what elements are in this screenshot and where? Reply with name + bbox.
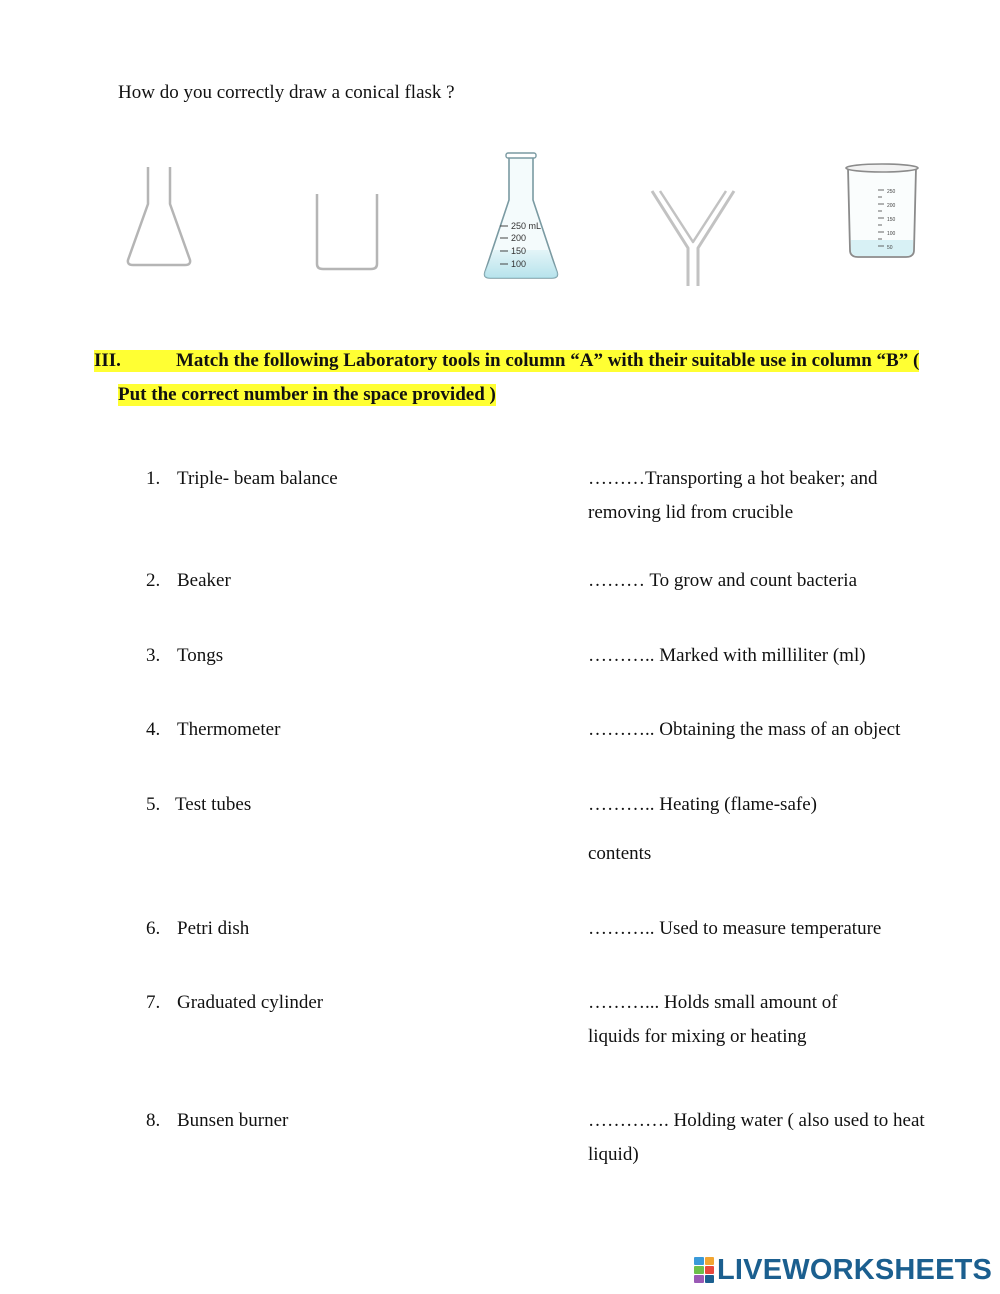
use-description[interactable]: …………. Holding water ( also used to heat <box>588 1110 925 1131</box>
item-number: 6. <box>146 918 161 939</box>
conical-flask-outline-icon[interactable] <box>122 164 196 269</box>
item-name: Petri dish <box>177 918 250 939</box>
use-description-cont: removing lid from crucible <box>588 502 794 523</box>
use-description-cont: liquid) <box>588 1144 639 1165</box>
item-number: 4. <box>146 719 161 740</box>
item-number: 7. <box>146 992 161 1013</box>
y-tube-icon[interactable] <box>648 188 738 290</box>
item-name: Beaker <box>177 570 231 591</box>
flask-mark-150: 150 <box>511 246 527 256</box>
beaker-mark-100: 100 <box>887 231 896 237</box>
use-description-cont: contents <box>588 843 652 864</box>
beaker-mark-50: 50 <box>887 245 893 251</box>
logo-text: LIVEWORKSHEETS <box>717 1253 993 1286</box>
use-description[interactable]: ……….. Marked with milliliter (ml) <box>588 645 866 666</box>
use-description[interactable]: ………Transporting a hot beaker; and <box>588 468 878 489</box>
beaker-mark-250: 250 <box>887 189 896 195</box>
item-name: Test tubes <box>175 794 252 815</box>
item-number: 1. <box>146 468 161 489</box>
item-number: 8. <box>146 1110 161 1131</box>
beaker-mark-150: 150 <box>887 217 896 223</box>
item-name: Thermometer <box>177 719 281 740</box>
image-options <box>0 140 1000 300</box>
question-text: How do you correctly draw a conical flask ? <box>118 82 455 103</box>
item-number: 5. <box>146 794 161 815</box>
use-description-cont: liquids for mixing or heating <box>588 1026 807 1047</box>
section-title-line2: Put the correct number in the space provided ) <box>118 384 496 405</box>
use-description[interactable]: ……… To grow and count bacteria <box>588 570 857 591</box>
section-heading <box>94 350 919 372</box>
use-description[interactable]: ………... Holds small amount of <box>588 992 838 1013</box>
item-number: 2. <box>146 570 161 591</box>
use-description[interactable]: ……….. Used to measure temperature <box>588 918 882 939</box>
flask-mark-250: 250 mL <box>511 221 542 231</box>
beaker-mark-200: 200 <box>887 203 896 209</box>
flask-mark-200: 200 <box>511 233 527 243</box>
item-name: Triple- beam balance <box>177 468 338 489</box>
flask-mark-100: 100 <box>511 259 527 269</box>
item-name: Bunsen burner <box>177 1110 289 1131</box>
use-description[interactable]: ……….. Obtaining the mass of an object <box>588 719 901 740</box>
use-description[interactable]: ……….. Heating (flame-safe) <box>588 794 817 815</box>
section-number: III. <box>94 350 121 371</box>
section-title-line1: Match the following Laboratory tools in column “A” with their suitable use in column “B” ( <box>176 350 920 371</box>
liveworksheets-logo[interactable] <box>694 1254 992 1286</box>
conical-flask-graduated-icon[interactable] <box>478 150 564 284</box>
beaker-outline-icon[interactable] <box>312 192 382 272</box>
item-number: 3. <box>146 645 161 666</box>
graduated-beaker-icon[interactable] <box>842 162 922 262</box>
item-name: Graduated cylinder <box>177 992 324 1013</box>
item-name: Tongs <box>177 645 224 666</box>
logo-badge-icon <box>694 1257 714 1283</box>
